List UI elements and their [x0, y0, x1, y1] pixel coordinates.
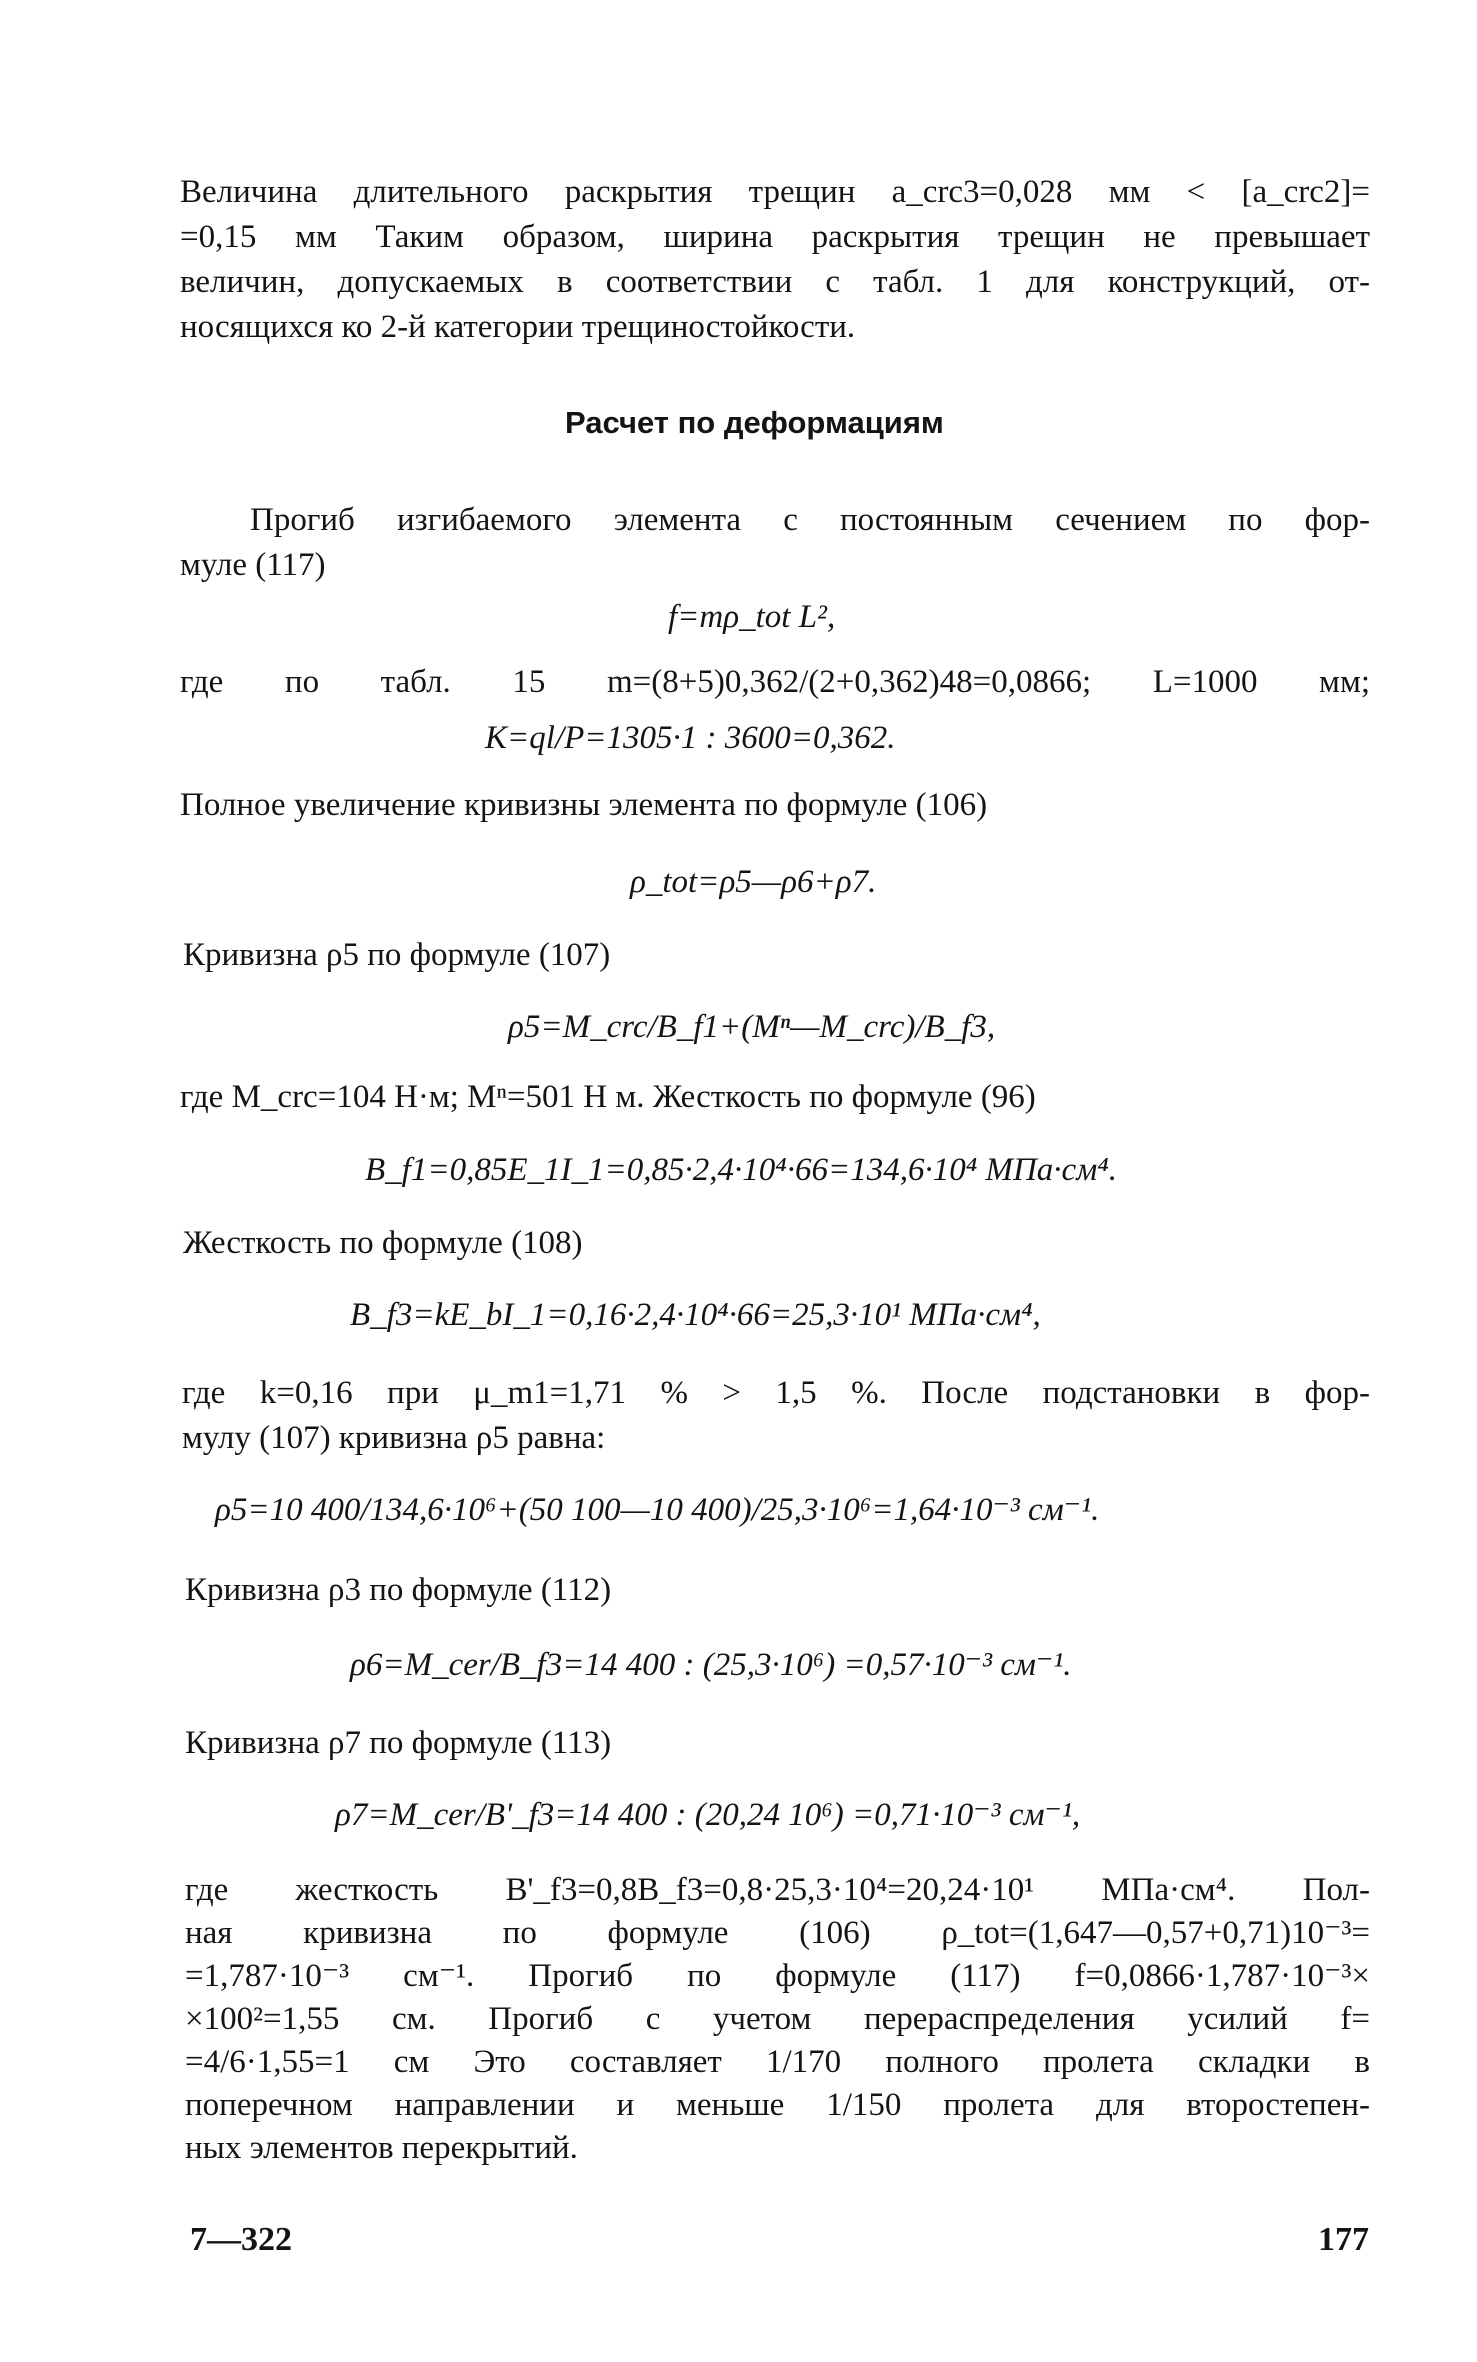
formula-rho7: ρ7=M_cer/B'_f3=14 400 : (20,24 10⁶) =0,71·10⁻³ см⁻¹, — [335, 1797, 1081, 1833]
paragraph-line: Прогиб изгибаемого элемента с постоянным сечением по фор- — [250, 502, 1370, 538]
formula-stiffness-bf1: B_f1=0,85E_1I_1=0,85·2,4·10⁴·66=134,6·10⁴ МПа·см⁴. — [365, 1152, 1117, 1188]
formula-rho6: ρ6=M_cer/B_f3=14 400 : (25,3·10⁶) =0,57·10⁻³ см⁻¹. — [350, 1647, 1072, 1683]
paragraph-line: ная кривизна по формуле (106) ρ_tot=(1,647—0,57+0,71)10⁻³= — [185, 1915, 1370, 1951]
section-heading: Расчет по деформациям — [565, 405, 944, 440]
page-number: 177 — [1318, 2221, 1369, 2258]
paragraph-line: где по табл. 15 m=(8+5)0,362/(2+0,362)48=0,0866; L=1000 мм; — [180, 664, 1370, 700]
formula-k: K=ql/P=1305·1 : 3600=0,362. — [485, 720, 896, 756]
formula-rho5: ρ5=M_crc/B_f1+(Mⁿ—M_crc)/B_f3, — [508, 1009, 996, 1045]
paragraph-line: носящихся ко 2-й категории трещиностойкости. — [180, 309, 856, 345]
signature-mark: 7—322 — [190, 2221, 292, 2258]
formula-stiffness-bf3: B_f3=kE_bI_1=0,16·2,4·10⁴·66=25,3·10¹ МПа·см⁴, — [350, 1297, 1041, 1333]
paragraph-line: =4/6·1,55=1 см Это составляет 1/170 полного пролета складки в — [185, 2044, 1370, 2080]
formula-deflection: f=mρ_tot L², — [668, 599, 836, 635]
paragraph-line: где жесткость B'_f3=0,8B_f3=0,8·25,3·10⁴=20,24·10¹ МПа·см⁴. Пол- — [185, 1872, 1370, 1908]
paragraph-line: поперечном направлении и меньше 1/150 пролета для второстепен- — [185, 2087, 1370, 2123]
paragraph-line: Кривизна ρ7 по формуле (113) — [185, 1725, 612, 1761]
paragraph-line: Кривизна ρ3 по формуле (112) — [185, 1572, 612, 1608]
paragraph-line: муле (117) — [180, 547, 326, 583]
formula-rho5-value: ρ5=10 400/134,6·10⁶+(50 100—10 400)/25,3·10⁶=1,64·10⁻³ см⁻¹. — [215, 1492, 1100, 1528]
paragraph-line: Полное увеличение кривизны элемента по формуле (106) — [180, 787, 988, 823]
paragraph-line: Величина длительного раскрытия трещин a_crc3=0,028 мм < [a_crc2]= — [180, 174, 1370, 210]
paragraph-line: где k=0,16 при μ_m1=1,71 % > 1,5 %. После подстановки в фор- — [182, 1375, 1370, 1411]
paragraph-line: мулу (107) кривизна ρ5 равна: — [182, 1420, 606, 1456]
paragraph-line: Жесткость по формуле (108) — [183, 1225, 583, 1261]
formula-total-curvature: ρ_tot=ρ5—ρ6+ρ7. — [630, 864, 877, 900]
paragraph-line: =0,15 мм Таким образом, ширина раскрытия трещин не превышает — [180, 219, 1370, 255]
paragraph-line: где M_crc=104 Н·м; Mⁿ=501 Н м. Жесткость по формуле (96) — [180, 1079, 1036, 1115]
paragraph-line: ных элементов перекрытий. — [185, 2130, 578, 2166]
paragraph-line: =1,787·10⁻³ см⁻¹. Прогиб по формуле (117) f=0,0866·1,787·10⁻³× — [185, 1958, 1370, 1994]
paragraph-line: Кривизна ρ5 по формуле (107) — [183, 937, 611, 973]
paragraph-line: величин, допускаемых в соответствии с табл. 1 для конструкций, от- — [180, 264, 1370, 300]
paragraph-line: ×100²=1,55 см. Прогиб с учетом перераспределения усилий f= — [185, 2001, 1370, 2037]
